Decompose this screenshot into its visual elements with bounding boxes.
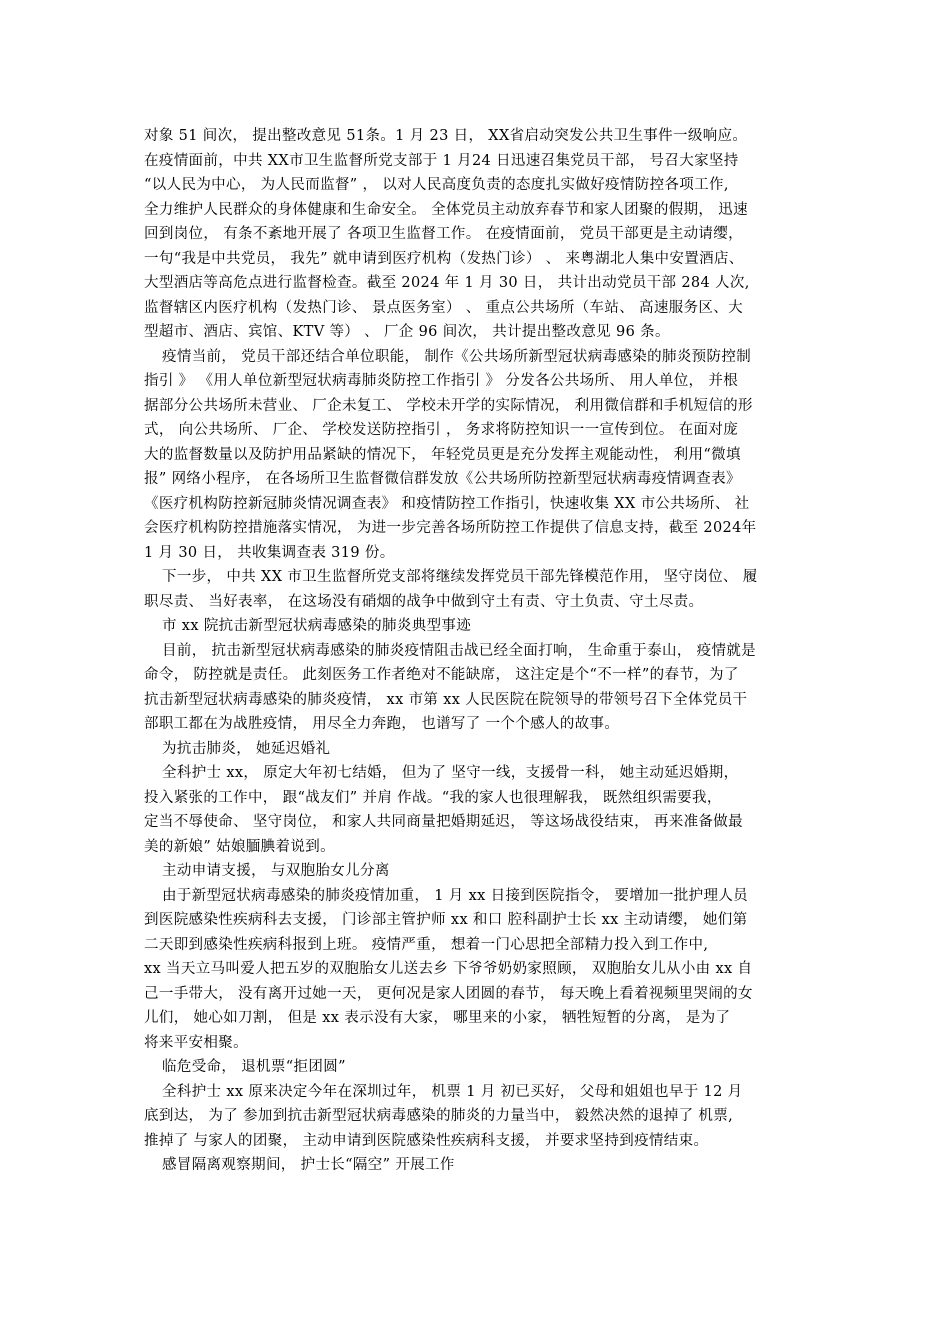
- text-line: 报” 网络小程序， 在各场所卫生监督微信群发放《公共场所防控新型冠状病毒疫情调查表》: [144, 471, 741, 487]
- text-line: 美的新娘” 姑娘腼腆着说到。: [144, 838, 335, 855]
- text-line: 定当不辱使命、 坚守岗位， 和家人共同商量把婚期延迟， 等这场战役结束， 再来准备做最: [144, 814, 743, 830]
- text-line: xx 当天立马叫爱人把五岁的双胞胎女儿送去乡 下爷爷奶奶家照顾， 双胞胎女儿从小由 xx 自: [144, 961, 753, 977]
- text-line: 式， 向公共场所、 厂企、 学校发送防控指引 ， 务求将防控知识一一宣传到位。 在面对庞: [144, 422, 739, 438]
- text-line: 临危受命， 退机票“拒团圆”: [162, 1059, 346, 1075]
- text-line: 感冒隔离观察期间， 护士长“隔空” 开展工作: [162, 1157, 455, 1173]
- text-line: 据部分公共场所未营业、 厂企未复工、 学校未开学的实际情况， 利用微信群和手机短信的形: [144, 397, 753, 414]
- text-line: 1 月 30 日， 共收集调查表 319 份。: [144, 544, 395, 561]
- text-line: 型超市、酒店、宾馆、KTV 等） 、 厂企 96 间次， 共计提出整改意见 96 条。: [144, 324, 670, 340]
- text-line: 一句“我是中共党员， 我先” 就申请到医疗机构（发热门诊） 、 来粤湖北人集中安置酒店、: [144, 250, 744, 267]
- text-line: 投入紧张的工作中， 跟“战友们” 并肩 作战。“我的家人也很理解我， 既然组织需要我，: [144, 789, 722, 806]
- text-line: 大的监督数量以及防护用品紧缺的情况下， 年轻党员更是充分发挥主观能动性， 利用“微填: [144, 446, 741, 463]
- text-line: 己一手带大， 没有离开过她一天， 更何况是家人团圆的春节， 每天晚上看着视频里哭闹的女: [144, 985, 753, 1002]
- text-line: 监督辖区内医疗机构（发热门诊、 景点医务室） 、 重点公共场所（车站、 高速服务区、大: [144, 299, 743, 316]
- text-line: 市 xx 院抗击新型冠状病毒感染的肺炎典型事迹: [162, 618, 472, 634]
- text-line: “以人民为中心， 为人民而监督” ， 以对人民高度负责的态度扎实做好疫情防控各项工作,: [144, 177, 729, 193]
- text-line: 《医疗机构防控新冠肺炎情况调查表》 和疫情防控工作指引，快速收集 XX 市公共场所、 社: [144, 495, 750, 512]
- text-line: 由于新型冠状病毒感染的肺炎疫情加重， 1 月 xx 日接到医院指令， 要增加一批护理人员: [162, 887, 749, 904]
- text-line: 全科护士 xx， 原定大年初七结婚， 但为了 坚守一线，支援骨一科， 她主动延迟婚期，: [162, 765, 739, 781]
- text-line: 大型酒店等高危点进行监督检查。截至 2024 年 1 月 30 日， 共计出动党员干部 284 人次,: [144, 275, 750, 291]
- text-line: 部职工都在为战胜疫情， 用尽全力奔跑， 也谱写了 一个个感人的故事。: [144, 716, 620, 732]
- text-line: 全力维护人民群众的身体健康和生命安全。 全体党员主动放弃春节和家人团聚的假期， 迅速: [144, 201, 748, 218]
- text-line: 会医疗机构防控措施落实情况， 为进一步完善各场所防控工作提供了信息支持，截至 2024年: [144, 520, 757, 536]
- text-line: 疫情当前， 党员干部还结合单位职能， 制作《公共场所新型冠状病毒感染的肺炎预防控制: [162, 348, 752, 365]
- text-line: 到医院感染性疾病科去支援， 门诊部主管护师 xx 和口 腔科副护士长 xx 主动请缨， 她们第: [144, 912, 748, 928]
- text-line: 在疫情面前，中共 XX市卫生监督所党支部于 1 月24 日迅速召集党员干部， 号召大家坚持: [144, 152, 739, 169]
- text-line: 职尽责、 当好表率， 在这场没有硝烟的战争中做到守土有责、守土负责、守土尽责。: [144, 593, 704, 610]
- text-line: 目前， 抗击新型冠状病毒感染的肺炎疫情阻击战已经全面打响， 生命重于泰山， 疫情就是: [162, 642, 757, 659]
- text-line: 命令， 防控就是责任。 此刻医务工作者绝对不能缺席， 这注定是个“不一样”的春节，为了: [144, 667, 739, 683]
- text-line: 底到达， 为了 参加到抗击新型冠状病毒感染的肺炎的力量当中， 毅然决然的退掉了 机票,: [144, 1108, 734, 1124]
- text-line: 将来平安相聚。: [144, 1034, 248, 1051]
- text-line: 为抗击肺炎， 她延迟婚礼: [162, 740, 331, 757]
- text-line: 抗击新型冠状病毒感染的肺炎疫情， xx 市第 xx 人民医院在院领导的带领号召下全体党员干: [144, 691, 748, 708]
- text-line: 对象 51 间次， 提出整改意见 51条。1 月 23 日， XX省启动突发公共卫生事件一级响应。: [144, 128, 748, 144]
- text-line: 二天即到感染性疾病科报到上班。 疫情严重， 想着一门心思把全部精力投入到工作中,: [144, 936, 709, 953]
- text-line: 主动申请支援， 与双胞胎女儿分离: [162, 863, 390, 879]
- text-line: 下一步， 中共 XX 市卫生监督所党支部将继续发挥党员干部先锋模范作用， 坚守岗位、 履: [162, 569, 758, 585]
- text-line: 回到岗位， 有条不紊地开展了 各项卫生监督工作。 在疫情面前， 党员干部更是主动请缨，: [144, 226, 743, 242]
- text-line: 推掉了 与家人的团聚， 主动申请到医院感染性疾病科支援， 并要求坚持到疫情结束。: [144, 1132, 709, 1149]
- text-line: 全科护士 xx 原来决定今年在深圳过年， 机票 1 月 初已买好， 父母和姐姐也早于 12 月: [162, 1083, 743, 1100]
- text-line: 指引 》 《用人单位新型冠状病毒肺炎防控工作指引 》 分发各公共场所、 用人单位， 并根: [144, 373, 739, 389]
- text-line: 儿们， 她心如刀割， 但是 xx 表示没有大家， 哪里来的小家， 牺牲短暂的分离， 是为了: [144, 1010, 731, 1026]
